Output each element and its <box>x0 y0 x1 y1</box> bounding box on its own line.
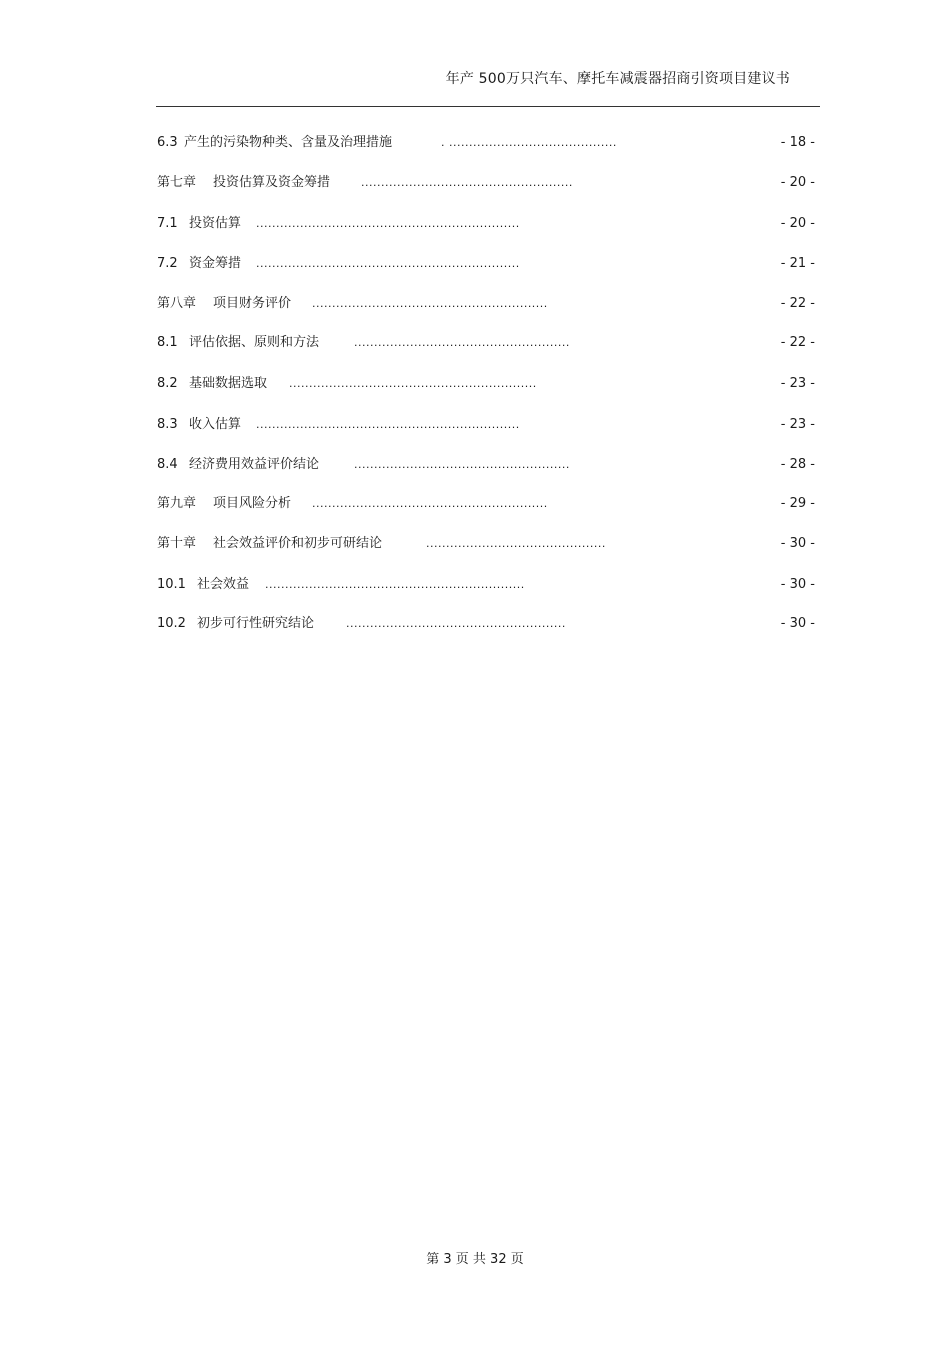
header-rule <box>156 106 820 107</box>
toc-title: 资金筹措 <box>189 256 242 271</box>
toc-number: 8.2 <box>157 376 178 391</box>
toc-number: 8.4 <box>157 457 178 472</box>
toc-number: 6.3 <box>157 135 178 150</box>
toc-leader-dots: ........................................................... <box>312 497 548 510</box>
toc-row-10-1[interactable] <box>157 575 817 595</box>
toc-page-number: - 30 - <box>780 577 815 592</box>
toc-row-6-3[interactable] <box>157 133 817 153</box>
toc-row-chapter-9[interactable] <box>157 494 817 514</box>
toc-number: 第十章 <box>157 536 197 551</box>
toc-page-number: - 20 - <box>780 175 815 190</box>
toc-page-number: - 22 - <box>780 335 815 350</box>
toc-row-7-2[interactable] <box>157 254 817 274</box>
toc-leader-dots: .................................................................. <box>256 217 520 230</box>
toc-title: 产生的污染物种类、含量及治理措施 <box>184 135 393 150</box>
toc-leader-dots: ............................................. <box>426 537 606 550</box>
toc-leader-dots: . .......................................... <box>441 136 617 149</box>
toc-leader-dots: ....................................................... <box>346 617 566 630</box>
toc-row-8-4[interactable] <box>157 455 817 475</box>
toc-title: 评估依据、原则和方法 <box>189 335 320 350</box>
toc-leader-dots: ................................................................. <box>265 578 525 591</box>
toc-leader-dots: .............................................................. <box>289 377 537 390</box>
toc-page-number: - 21 - <box>780 256 815 271</box>
toc-title: 投资估算 <box>189 216 242 231</box>
toc-title: 初步可行性研究结论 <box>197 616 315 631</box>
toc-row-10-2[interactable] <box>157 614 817 634</box>
toc-title: 社会效益 <box>197 577 250 592</box>
toc-title: 社会效益评价和初步可研结论 <box>213 536 383 551</box>
toc-page-number: - 30 - <box>780 616 815 631</box>
toc-title: 投资估算及资金筹措 <box>213 175 331 190</box>
toc-row-8-2[interactable] <box>157 374 817 394</box>
toc-title: 基础数据选取 <box>189 376 268 391</box>
toc-row-chapter-10[interactable] <box>157 534 817 554</box>
toc-row-chapter-7[interactable] <box>157 173 817 193</box>
toc-number: 8.3 <box>157 417 178 432</box>
toc-number: 第七章 <box>157 175 197 190</box>
toc-number: 第九章 <box>157 496 197 511</box>
toc-page-number: - 23 - <box>780 417 815 432</box>
toc-leader-dots: ........................................................... <box>312 297 548 310</box>
toc-row-8-1[interactable] <box>157 333 817 353</box>
toc-number: 7.2 <box>157 256 178 271</box>
toc-leader-dots: .................................................................. <box>256 257 520 270</box>
toc-title: 收入估算 <box>189 417 242 432</box>
toc-leader-dots: ...................................................... <box>354 458 570 471</box>
page-footer: 第 3 页 共 32 页 <box>426 1252 524 1267</box>
toc-page-number: - 20 - <box>780 216 815 231</box>
toc-page-number: - 23 - <box>780 376 815 391</box>
toc-row-7-1[interactable] <box>157 214 817 234</box>
toc-row-8-3[interactable] <box>157 415 817 435</box>
toc-number: 10.1 <box>157 577 186 592</box>
toc-number: 8.1 <box>157 335 178 350</box>
toc-title: 项目财务评价 <box>213 296 292 311</box>
toc-page-number: - 18 - <box>780 135 815 150</box>
toc-leader-dots: ..................................................... <box>361 176 573 189</box>
toc-page-number: - 28 - <box>780 457 815 472</box>
toc-number: 7.1 <box>157 216 178 231</box>
toc-page-number: - 29 - <box>780 496 815 511</box>
toc-page-number: - 22 - <box>780 296 815 311</box>
toc-leader-dots: ...................................................... <box>354 336 570 349</box>
toc-title: 经济费用效益评价结论 <box>189 457 320 472</box>
toc-title: 项目风险分析 <box>213 496 292 511</box>
toc-page-number: - 30 - <box>780 536 815 551</box>
toc-leader-dots: .................................................................. <box>256 418 520 431</box>
document-header-title: 年产 500万只汽车、摩托车减震器招商引资项目建议书 <box>445 71 790 87</box>
toc-number: 10.2 <box>157 616 186 631</box>
toc-row-chapter-8[interactable] <box>157 294 817 314</box>
toc-number: 第八章 <box>157 296 197 311</box>
